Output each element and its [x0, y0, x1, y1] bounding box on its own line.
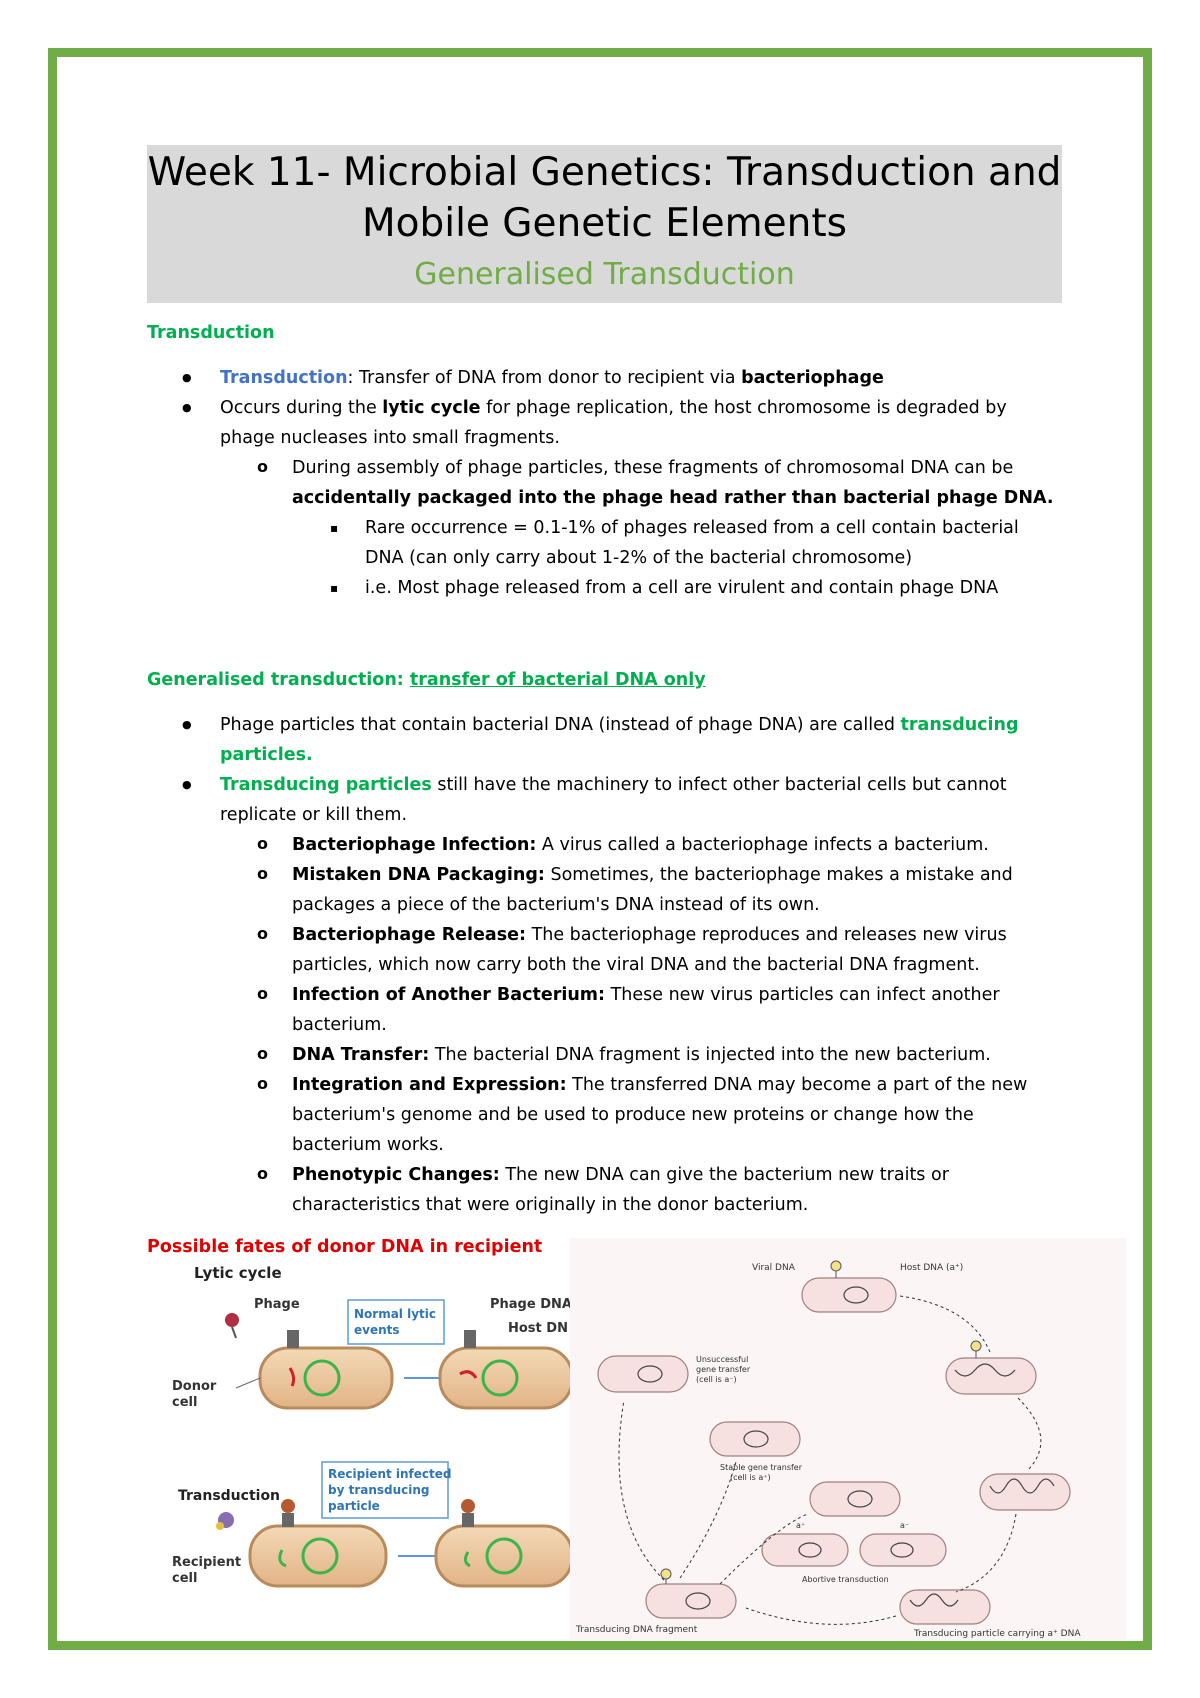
sub-sub-list: [292, 513, 1057, 603]
phage-label: Phage: [254, 1297, 300, 1312]
abortive-label: Abortive transduction: [802, 1575, 889, 1584]
host-dna-label: Host DN: [508, 1321, 568, 1336]
generalised-list: [147, 710, 1057, 1220]
step-term: Bacteriophage Release:: [292, 925, 526, 945]
donor-cell: [260, 1348, 392, 1408]
step-term: Infection of Another Bacterium:: [292, 985, 606, 1005]
text: Occurs during the: [220, 398, 383, 418]
bold-text: lytic cycle: [382, 398, 481, 418]
phage-head: [225, 1313, 239, 1327]
section-heading-transduction: Transduction: [147, 323, 275, 343]
cell-mid: [710, 1422, 800, 1456]
text: for phage replication, the host chromosome is degraded by phage nucleases into small fragments.: [220, 398, 1007, 448]
transducing-fragment-label: Transducing DNA fragment: [576, 1625, 698, 1635]
cell-right-top: [946, 1358, 1036, 1394]
step-text: Sometimes, the bacteriophage makes a mistake and packages a piece of the bacterium's DNA instead of its own.: [292, 865, 1013, 915]
unsuccessful-2: gene transfer: [696, 1365, 751, 1374]
list-item: [147, 393, 1057, 603]
text: During assembly of phage particles, these fragments of chromosomal DNA can be: [292, 458, 1014, 478]
unsuccessful-3: (cell is a⁻): [696, 1375, 737, 1384]
normal-lytic-label-1: Normal lytic: [354, 1307, 436, 1321]
step-term: Mistaken DNA Packaging:: [292, 865, 545, 885]
cell-abortive-1: [762, 1534, 848, 1566]
list-item: [147, 830, 1057, 860]
list-item: [147, 1070, 1057, 1160]
step-text: The new DNA can give the bacterium new traits or characteristics that were originally in the donor bacterium.: [292, 1165, 949, 1215]
list-item: [147, 1040, 1057, 1070]
green-term: Transducing particles: [220, 775, 432, 795]
recipient-infected-2: by transducing: [328, 1483, 430, 1497]
section-heading-generalised: [147, 665, 1057, 695]
list-item: [147, 860, 1057, 920]
list-item: [147, 920, 1057, 980]
unsuccessful-1: Unsuccessful: [696, 1355, 749, 1364]
list-item: [147, 453, 1057, 603]
list-item: [147, 770, 1057, 1220]
lytic-cycle-figure: [172, 1262, 572, 1602]
donor-label-1: Donor: [172, 1379, 217, 1394]
lytic-cycle-label: Lytic cycle: [194, 1264, 282, 1282]
a-plus-label: a⁺: [796, 1521, 806, 1530]
cell-right-lysed: [980, 1474, 1070, 1510]
cell-left: [598, 1356, 688, 1392]
step-text: The bacteriophage reproduces and releases new virus particles, which now carry both the viral DNA and the bacterial DNA fragment.: [292, 925, 1007, 975]
host-dna-label: Host DNA (a⁺): [900, 1263, 964, 1273]
transduction-label: Transduction: [178, 1488, 281, 1504]
phage-dna-label: Phage DNA: [490, 1297, 572, 1312]
step-term: Phenotypic Changes:: [292, 1165, 500, 1185]
cell-bottom-left: [646, 1584, 736, 1618]
recipient-label-1: Recipient: [172, 1555, 242, 1570]
recipient-cell-2: [436, 1526, 572, 1586]
cell-bottom-right: [900, 1590, 990, 1624]
bold-text: bacteriophage: [741, 368, 884, 388]
text: : Transfer of DNA from donor to recipient via: [347, 368, 742, 388]
infected-cell: [440, 1348, 572, 1408]
content: [147, 318, 1057, 1220]
stable-2: (cell is a⁺): [730, 1473, 771, 1482]
text: Phage particles that contain bacterial DNA (instead of phage DNA) are called: [220, 715, 901, 735]
list-item: [147, 363, 1057, 393]
cell-center: [810, 1482, 900, 1516]
list-item: ▪ i.e. Most phage released from a cell are virulent and contain phage DNA: [147, 573, 1057, 603]
viral-dna-label: Viral DNA: [752, 1263, 795, 1273]
transduction-list: [147, 363, 1057, 603]
step-term: DNA Transfer:: [292, 1045, 430, 1065]
recipient-label-2: cell: [172, 1571, 198, 1586]
step-text: A virus called a bacteriophage infects a bacterium.: [536, 835, 989, 855]
sub-list: [220, 453, 1057, 603]
term: Transduction: [220, 368, 348, 388]
page-title: Week 11- Microbial Genetics: Transduction and Mobile Genetic Elements: [147, 150, 1062, 246]
recipient-infected-3: particle: [328, 1499, 380, 1513]
recipient-cell: [250, 1526, 386, 1586]
step-term: Bacteriophage Infection:: [292, 835, 537, 855]
recipient-infected-1: Recipient infected: [328, 1467, 452, 1481]
transducing-particle-label: Transducing particle carrying a⁺ DNA: [914, 1629, 1081, 1639]
list-item: [147, 710, 1057, 770]
step-text: The transferred DNA may become a part of the new bacterium's genome and be used to produce new proteins or change how the bacterium works.: [292, 1075, 1028, 1155]
stable-1: Stable gene transfer: [720, 1463, 803, 1472]
donor-label-2: cell: [172, 1395, 198, 1410]
steps-list: [220, 830, 1057, 1220]
heading-text: Generalised transduction:: [147, 670, 410, 690]
list-item: ▪ Rare occurrence = 0.1-1% of phages released from a cell contain bacterial DNA (can only carry about 1-2% of the bacterial chromosome): [147, 513, 1057, 573]
step-text: These new virus particles can infect another bacterium.: [292, 985, 1000, 1035]
transduction-cycle-figure: [570, 1238, 1126, 1640]
list-item: [147, 980, 1057, 1040]
fates-heading: Possible fates of donor DNA in recipient: [147, 1237, 543, 1257]
green-term: transducing particles.: [220, 715, 1019, 765]
heading-underlined: transfer of bacterial DNA only: [409, 670, 706, 690]
cell-abortive-2: [860, 1534, 946, 1566]
text: still have the machinery to infect other bacterial cells but cannot replicate or kill them.: [220, 775, 1007, 825]
page-subtitle: Generalised Transduction: [414, 257, 795, 292]
cell-top: [802, 1278, 896, 1312]
normal-lytic-label-2: events: [354, 1323, 400, 1337]
a-minus-label: a⁻: [900, 1521, 910, 1530]
title-box: [147, 145, 1062, 303]
bold-text: accidentally packaged into the phage head rather than bacterial phage DNA.: [292, 488, 1054, 508]
step-text: The bacterial DNA fragment is injected into the new bacterium.: [429, 1045, 991, 1065]
list-item: [147, 1160, 1057, 1220]
step-term: Integration and Expression:: [292, 1075, 567, 1095]
